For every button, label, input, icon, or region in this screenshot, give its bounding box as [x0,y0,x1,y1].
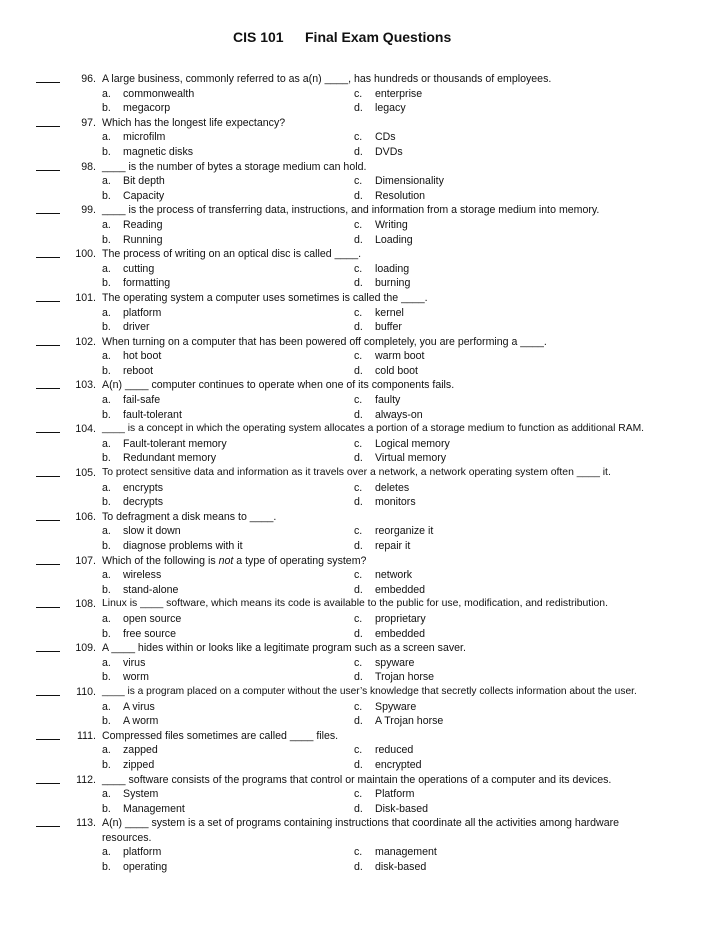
answer-blank[interactable] [36,651,60,652]
question-number: 99. [81,204,96,217]
question-text: When turning on a computer that has been powered off completely, you are performing a ____. [102,335,547,348]
question-number: 107. [75,554,96,567]
emphasis-not: not [218,554,234,567]
question-text: Compressed files sometimes are called ____ files. [102,729,339,742]
answer-blank[interactable] [36,388,60,389]
answer-blank[interactable] [36,213,60,214]
question-text: The process of writing on an optical disc is called ____. [102,248,362,261]
question-number: 111. [76,729,96,742]
page-title [0,29,728,47]
question-104: 104. ____ is a concept in which the operating system allocates a portion of a storage medium to function as additional RAM. a. Fault-tolerant memory b. Redundant memory c. Logical memory d. Virtual memory [0,422,728,466]
question-101: 101. The operating system a computer uses sometimes is called the ____. a. platform b. driver c. kernel d. buffer [0,291,728,335]
answer-blank[interactable] [36,345,60,346]
question-number: 100. [75,248,96,261]
question-text: ____ is the process of transferring data, instructions, and information from a storage medium into memory. [102,204,600,217]
answer-blank[interactable] [36,170,60,171]
answer-blank[interactable] [36,739,60,740]
question-text: ____ is the number of bytes a storage medium can hold. [102,160,367,173]
question-text: A(n) ____ system is a set of programs containing instructions that coordinate all the activities among hardware resources. [102,817,619,844]
course-code: CIS 101 [233,29,284,45]
exam-title: Final Exam Questions [305,29,452,45]
question-110: 110. ____ is a program placed on a computer without the user’s knowledge that secretly collects information about the user. a. A virus b. A worm c. Spyware d. A Trojan horse [0,685,728,729]
question-number: 110. [76,685,96,698]
question-number: 108. [75,598,96,611]
question-text: A large business, commonly referred to as a(n) ____, has hundreds or thousands of employees. [102,73,552,85]
answer-blank[interactable] [36,783,60,784]
question-text: A ____ hides within or looks like a legitimate program such as a screen saver. [102,642,466,655]
question-102: 102. When turning on a computer that has been powered off completely, you are performing a ____. a. hot boot b. reboot c. warm boot d. cold boot [0,335,728,379]
question-list [0,72,728,875]
answer-blank[interactable] [36,564,60,565]
answer-blank[interactable] [36,301,60,302]
answer-blank[interactable] [36,695,60,696]
question-text: ____ software consists of the programs that control or maintain the operations of a computer and its devices. [102,773,612,786]
question-111: 111. Compressed files sometimes are called ____ files. a. zapped b. zipped c. reduced d. encrypted [0,729,728,773]
question-113: 113. A(n) ____ system is a set of programs containing instructions that coordinate all the activities among hardware resources. a. platform b. operating c. management d. disk-based [0,816,728,874]
question-99: 99. ____ is the process of transferring data, instructions, and information from a storage medium into memory. a. Reading b. Running c. Writing d. Loading [0,203,728,247]
question-text: To protect sensitive data and information as it travels over a network, a network operating system often ____ it. [102,467,611,479]
question-text: Which of the following is not a type of operating system? [102,554,367,567]
question-number: 104. [75,423,96,436]
question-text: ____ is a program placed on a computer without the user’s knowledge that secretly collects information about the user. [102,685,637,697]
answer-blank[interactable] [36,257,60,258]
question-number: 101. [75,291,96,304]
question-text: Linux is ____ software, which means its code is available to the public for use, modification, and redistribution. [102,598,608,610]
question-97: 97. Which has the longest life expectancy? a. microfilm b. magnetic disks c. CDs d. DVDs [0,116,728,160]
question-number: 105. [75,467,96,480]
question-number: 106. [75,510,96,523]
question-number: 112. [76,773,96,786]
question-number: 103. [75,379,96,392]
question-109: 109. A ____ hides within or looks like a legitimate program such as a screen saver. a. virus b. worm c. spyware d. Trojan horse [0,641,728,685]
answer-blank[interactable] [36,520,60,521]
answer-blank[interactable] [36,476,60,477]
answer-blank[interactable] [36,126,60,127]
question-103: 103. A(n) ____ computer continues to operate when one of its components fails. a. fail-safe b. fault-tolerant c. faulty d. always-on [0,378,728,422]
question-number: 96. [81,73,96,85]
question-98: 98. ____ is the number of bytes a storage medium can hold. a. Bit depth b. Capacity c. Dimensionality d. Resolution [0,160,728,204]
question-number: 102. [75,335,96,348]
question-text: ____ is a concept in which the operating system allocates a portion of a storage medium to function as additional RAM. [102,423,645,435]
answer-blank[interactable] [36,82,60,83]
question-number: 97. [81,116,96,129]
question-107: 107. Which of the following is not a type of operating system? a. wireless b. stand-alone c. network d. embedded [0,554,728,598]
question-number: 98. [81,160,96,173]
question-text: A(n) ____ computer continues to operate when one of its components fails. [102,379,455,392]
question-number: 113. [76,817,96,830]
question-108: 108. Linux is ____ software, which means its code is available to the public for use, modification, and redistribution. a. open source b. free source c. proprietary d. embedded [0,597,728,641]
question-text: Which has the longest life expectancy? [102,116,286,129]
answer-blank[interactable] [36,826,60,827]
question-number: 109. [75,642,96,655]
question-text: To defragment a disk means to ____. [102,510,277,523]
answer-blank[interactable] [36,607,60,608]
answer-blank[interactable] [36,432,60,433]
question-112: 112. ____ software consists of the programs that control or maintain the operations of a computer and its devices. a. System b. Management c. Platform d. Disk-based [0,773,728,817]
question-text: The operating system a computer uses sometimes is called the ____. [102,291,428,304]
question-100: 100. The process of writing on an optical disc is called ____. a. cutting b. formatting c. loading d. burning [0,247,728,291]
question-96: 96. A large business, commonly referred to as a(n) ____, has hundreds or thousands of employees. a. commonwealth b. megacorp c. enterprise d. legacy [0,72,728,116]
question-106: 106. To defragment a disk means to ____. a. slow it down b. diagnose problems with it c. reorganize it d. repair it [0,510,728,554]
question-105: 105. To protect sensitive data and information as it travels over a network, a network operating system often ____ it. a. encrypts b. decrypts c. deletes d. monitors [0,466,728,510]
